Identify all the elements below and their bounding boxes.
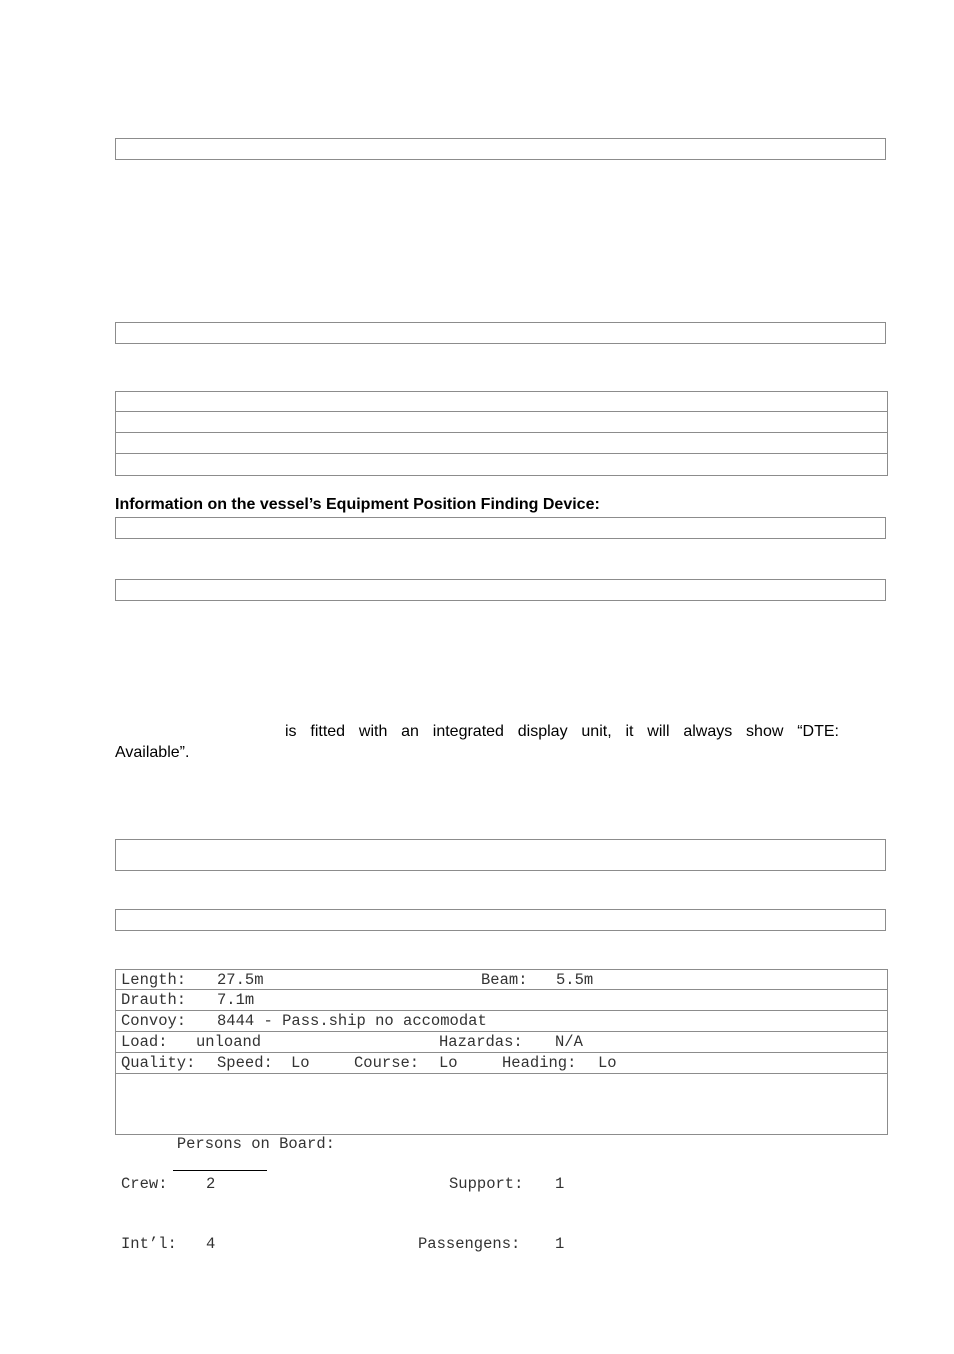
hazard-label: Hazardas:: [439, 1033, 523, 1051]
speed-label: Speed:: [217, 1054, 273, 1072]
length-value: 27.5m: [217, 971, 264, 989]
empty-frame-6: [115, 909, 886, 931]
support-value: 1: [555, 1175, 565, 1193]
paragraph-text-1: is fitted with an integrated display unit, it will always show “DTE:: [285, 723, 839, 740]
passengers-label: Passengens:: [418, 1235, 521, 1253]
section-heading: Information on the vessel’s Equipment Position Finding Device:: [115, 496, 600, 513]
paragraph-line-2: Available”.: [115, 744, 190, 761]
row-quality: [115, 1053, 888, 1074]
empty-row: [115, 391, 888, 412]
hazard-value: N/A: [555, 1033, 583, 1051]
persons-label: Persons on Board:: [176, 1135, 335, 1153]
dte-paragraph: [115, 721, 839, 763]
course-label: Course:: [354, 1054, 420, 1072]
convoy-label: Convoy:: [121, 1012, 187, 1030]
empty-frame-stack: [115, 391, 888, 476]
quality-label: Quality:: [121, 1054, 196, 1072]
intl-line: [121, 1234, 887, 1254]
draught-label: Drauth:: [121, 991, 187, 1009]
empty-row: [115, 454, 888, 476]
row-convoy: [115, 1011, 888, 1032]
draught-value: 7.1m: [217, 991, 255, 1009]
empty-frame-5: [115, 839, 886, 871]
load-value: unloand: [196, 1033, 262, 1051]
row-load-hazard: [115, 1032, 888, 1053]
empty-row: [115, 433, 888, 454]
beam-label: Beam:: [481, 971, 528, 989]
passengers-value: 1: [555, 1235, 565, 1253]
speed-value: Lo: [291, 1054, 310, 1072]
heading-label: Heading:: [502, 1054, 577, 1072]
intl-value: 4: [206, 1235, 216, 1253]
course-value: Lo: [439, 1054, 458, 1072]
heading-value: Lo: [598, 1054, 617, 1072]
row-persons: [115, 1074, 888, 1253]
persons-line: [121, 1114, 887, 1153]
length-label: Length:: [121, 971, 187, 989]
empty-row: [115, 412, 888, 433]
empty-frame-3: [115, 517, 886, 539]
crew-line: [121, 1174, 887, 1194]
row-length-beam: [115, 969, 888, 990]
empty-frame-4: [115, 579, 886, 601]
vessel-info-table: [115, 969, 888, 1253]
intl-label: Int’l:: [121, 1235, 177, 1253]
empty-frame-2: [115, 322, 886, 344]
empty-frame-1: [115, 138, 886, 160]
footnote-separator: [173, 1170, 267, 1171]
crew-value: 2: [206, 1175, 216, 1193]
crew-label: Crew:: [121, 1175, 168, 1193]
convoy-value: 8444 - Pass.ship no accomodat: [217, 1012, 487, 1030]
support-label: Support:: [449, 1175, 524, 1193]
beam-value: 5.5m: [556, 971, 594, 989]
paragraph-line-1: [115, 721, 839, 742]
load-label: Load:: [121, 1033, 168, 1051]
row-draught: [115, 990, 888, 1011]
